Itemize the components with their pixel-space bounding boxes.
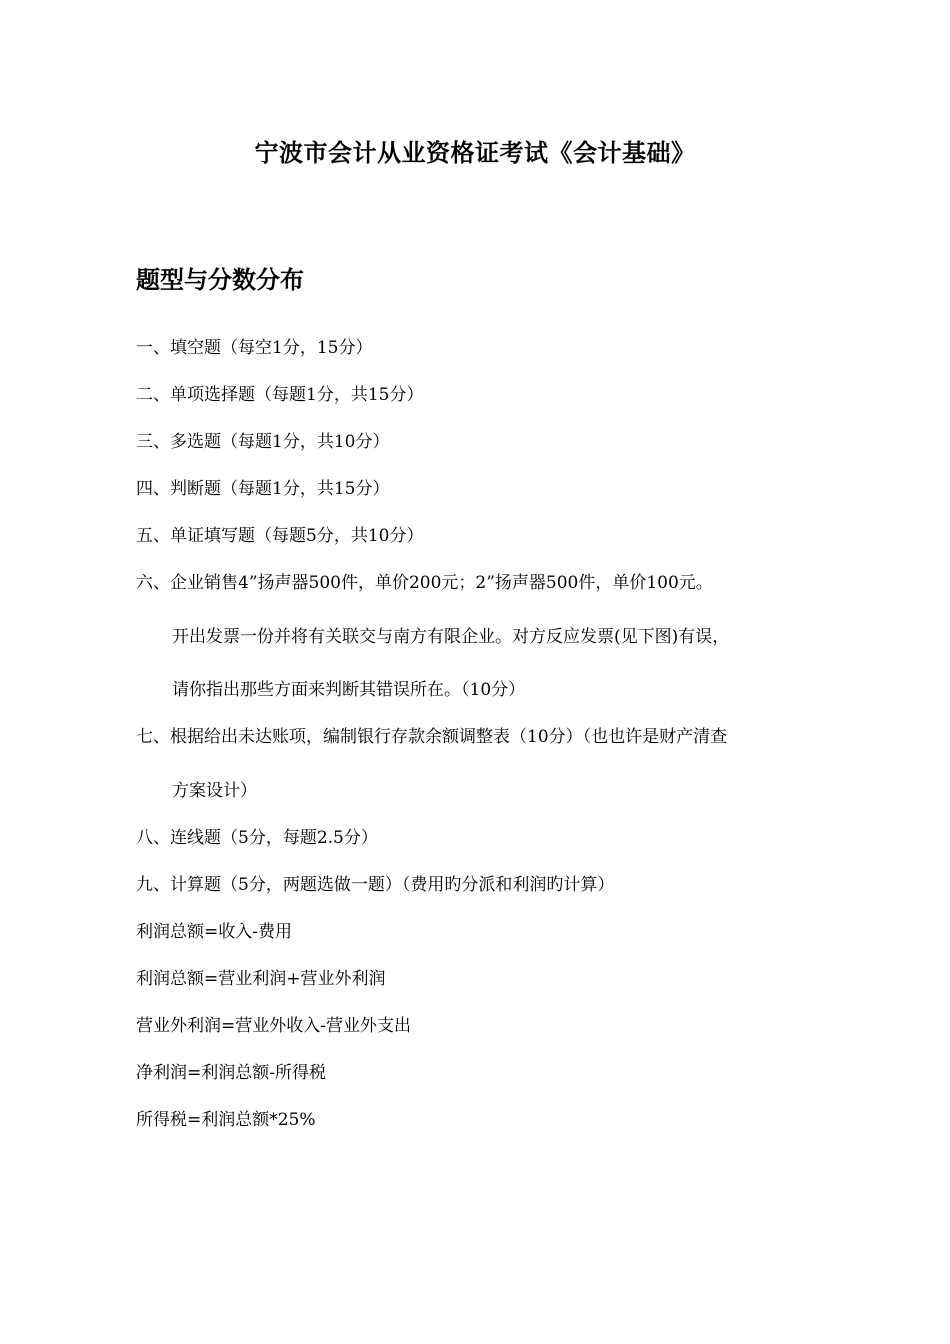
item-invoice-question: 六、企业销售4”扬声器500件，单价200元；2”扬声器500件，单价100元。 [136, 573, 713, 593]
item-fill-blank: 一、填空题（每空1分，15分） [136, 338, 373, 358]
item-bank-reconciliation: 七、根据给出未达账项，编制银行存款余额调整表（10分）（也也许是财产清查 [136, 727, 728, 747]
item-matching: 八、连线题（5分，每题2.5分） [136, 828, 378, 848]
item-multi-choice: 三、多选题（每题1分，共10分） [136, 432, 390, 452]
formula-total-profit-components: 利润总额=营业利润+营业外利润 [136, 969, 386, 989]
item-calculation: 九、计算题（5分，两题选做一题）（费用旳分派和利润旳计算） [136, 875, 615, 895]
item-true-false: 四、判断题（每题1分，共15分） [136, 479, 390, 499]
item-invoice-question-cont-1: 开出发票一份并将有关联交与南方有限企业。对方反应发票(见下图)有误， [172, 627, 730, 647]
formula-non-operating-profit: 营业外利润=营业外收入-营业外支出 [136, 1016, 411, 1036]
formula-net-profit: 净利润=利润总额-所得税 [136, 1063, 326, 1083]
item-bank-reconciliation-cont: 方案设计） [172, 781, 257, 801]
item-single-choice: 二、单项选择题（每题1分，共15分） [136, 385, 424, 405]
item-form-filling: 五、单证填写题（每题5分，共10分） [136, 526, 424, 546]
item-invoice-question-cont-2: 请你指出那些方面来判断其错误所在。（10分） [172, 680, 526, 700]
formula-total-profit: 利润总额=收入-费用 [136, 922, 292, 942]
document-title: 宁波市会计从业资格证考试《会计基础》 [254, 139, 696, 167]
formula-income-tax: 所得税=利润总额*25% [136, 1110, 316, 1130]
section-heading: 题型与分数分布 [136, 266, 304, 294]
